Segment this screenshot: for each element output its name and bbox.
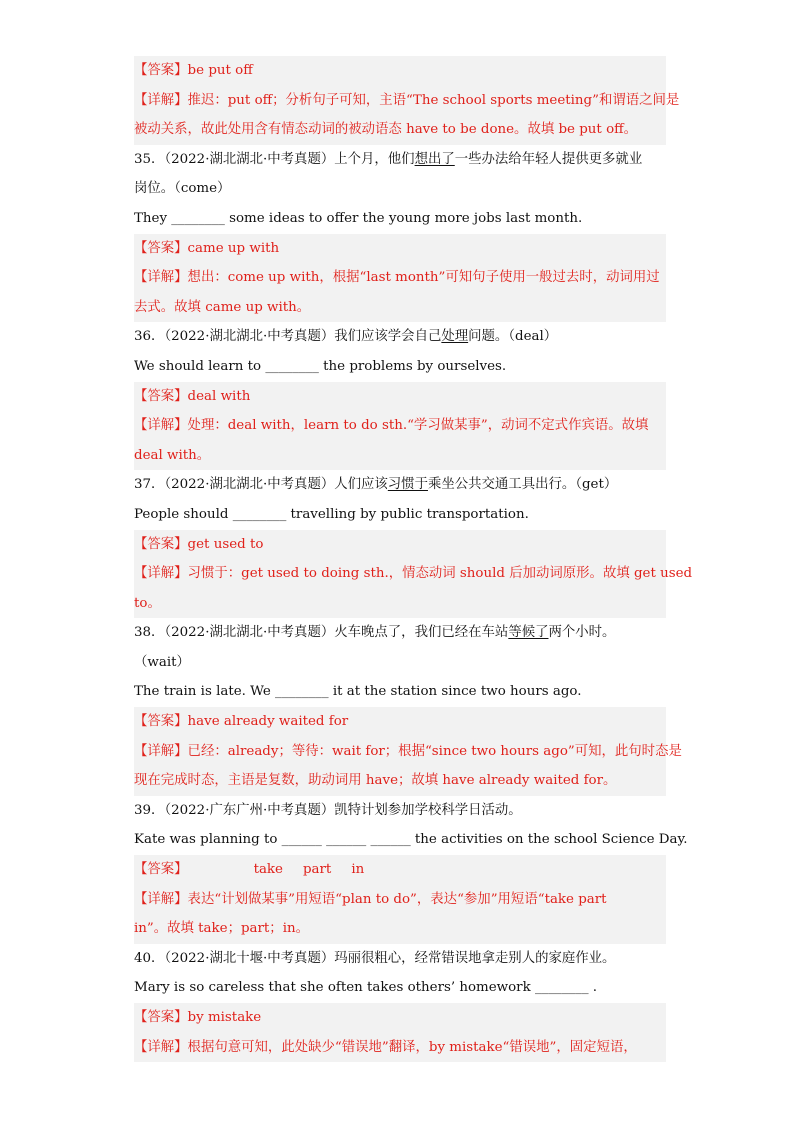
- underlined-word: 处理: [441, 329, 469, 345]
- question-35: [134, 145, 666, 234]
- detail-line: 现在完成时态，主语是复数，助动词用 have；故填 have already waited for。: [134, 773, 617, 789]
- question-36: [134, 322, 666, 381]
- detail-line: 【详解】想出：come up with，根据“last month”可知句子使用一般过去时，动词用过: [134, 270, 660, 286]
- english-sentence: Kate was planning to ______ ______ ______ the activities on the school Science Day.: [134, 832, 688, 848]
- prompt-text: 乘坐公共交通工具出行。（get）: [427, 477, 618, 493]
- prompt-text: 36．（2022·湖北湖北·中考真题）我们应该学会自己: [134, 329, 442, 345]
- prompt-text: 38．（2022·湖北湖北·中考真题）火车晚点了，我们已经在车站: [134, 625, 509, 641]
- answer-word: part: [302, 862, 332, 878]
- detail-line: 【详解】表达“计划做某事”用短语“plan to do”，表达“参加”用短语“take part: [134, 891, 607, 907]
- answer-block-40: [134, 1003, 666, 1062]
- prompt-text: 35．（2022·湖北湖北·中考真题）上个月，他们: [134, 151, 415, 167]
- question-39: [134, 796, 688, 855]
- english-sentence: We should learn to ________ the problems by ourselves.: [134, 358, 507, 374]
- detail-line: in”。故填 take；part；in。: [134, 921, 309, 937]
- answer-block-36: [134, 382, 666, 471]
- prompt-text: 问题。（deal）: [468, 329, 558, 345]
- answer-line: 【答案】get used to: [134, 536, 264, 552]
- detail-line: 【详解】处理：deal with，learn to do sth.“学习做某事”，动词不定式作宾语。故填: [134, 418, 649, 434]
- prompt-text: 两个小时。: [548, 625, 616, 641]
- answer-block-prev: [134, 56, 680, 145]
- question-prompt: 39．（2022·广东广州·中考真题）凯特计划参加学校科学日活动。: [134, 802, 522, 818]
- english-sentence: The train is late. We ________ it at the station since two hours ago.: [134, 684, 582, 700]
- detail-line: 【详解】推迟：put off；分析句子可知，主语“The school sports meeting”和谓语之间是: [134, 92, 680, 108]
- prompt-text: 37．（2022·湖北湖北·中考真题）人们应该: [134, 477, 388, 493]
- question-prompt: 40．（2022·湖北十堰·中考真题）玛丽很粗心，经常错误地拿走别人的家庭作业。: [134, 950, 616, 966]
- english-sentence: Mary is so careless that she often takes others’ homework ________ .: [134, 980, 598, 996]
- question-38: [134, 618, 666, 707]
- question-prompt-cont: 岗位。（come）: [134, 181, 231, 197]
- question-37: [134, 470, 666, 529]
- detail-line: 去式。故填 came up with。: [134, 299, 311, 315]
- answer-line: 【答案】came up with: [134, 240, 280, 256]
- question-prompt: [134, 322, 666, 352]
- answer-word: in: [351, 862, 365, 878]
- document-page: [134, 56, 693, 1062]
- detail-line: 被动关系，故此处用含有情态动词的被动语态 have to be done。故填 be put off。: [134, 122, 638, 138]
- answer-line: [134, 855, 666, 885]
- answer-line: 【答案】be put off: [134, 63, 253, 78]
- question-prompt: [134, 145, 666, 175]
- question-prompt: [134, 618, 666, 648]
- detail-line: 【详解】已经：already；等待：wait for；根据“since two hours ago”可知，此句时态是: [134, 743, 682, 759]
- answer-word: take: [253, 862, 283, 878]
- english-sentence: They ________ some ideas to offer the young more jobs last month.: [134, 210, 583, 226]
- answer-block-35: [134, 234, 666, 323]
- underlined-word: 想出了: [414, 151, 455, 167]
- prompt-text: 一些办法给年轻人提供更多就业: [454, 151, 643, 167]
- question-prompt-cont: （wait）: [134, 654, 190, 670]
- answer-block-38: [134, 707, 682, 796]
- detail-line: 【详解】习惯于：get used to doing sth.，情态动词 should 后加动词原形。故填 get used: [134, 566, 693, 582]
- question-prompt: [134, 470, 666, 500]
- question-40: [134, 944, 666, 1003]
- detail-line: 【详解】根据句意可知，此处缺少“错误地”翻译，by mistake“错误地”，固定短语，: [134, 1039, 637, 1055]
- underlined-word: 习惯于: [387, 477, 428, 493]
- underlined-word: 等候了: [508, 625, 549, 641]
- english-sentence: People should ________ travelling by public transportation.: [134, 506, 529, 522]
- answer-line: 【答案】by mistake: [134, 1010, 262, 1025]
- answer-block-37: [134, 530, 693, 619]
- answer-line: 【答案】have already waited for: [134, 714, 349, 730]
- answer-label: 【答案】: [134, 862, 188, 878]
- detail-line: to。: [134, 595, 161, 611]
- answer-line: 【答案】deal with: [134, 388, 251, 404]
- detail-line: deal with。: [134, 447, 211, 463]
- answer-block-39: [134, 855, 666, 944]
